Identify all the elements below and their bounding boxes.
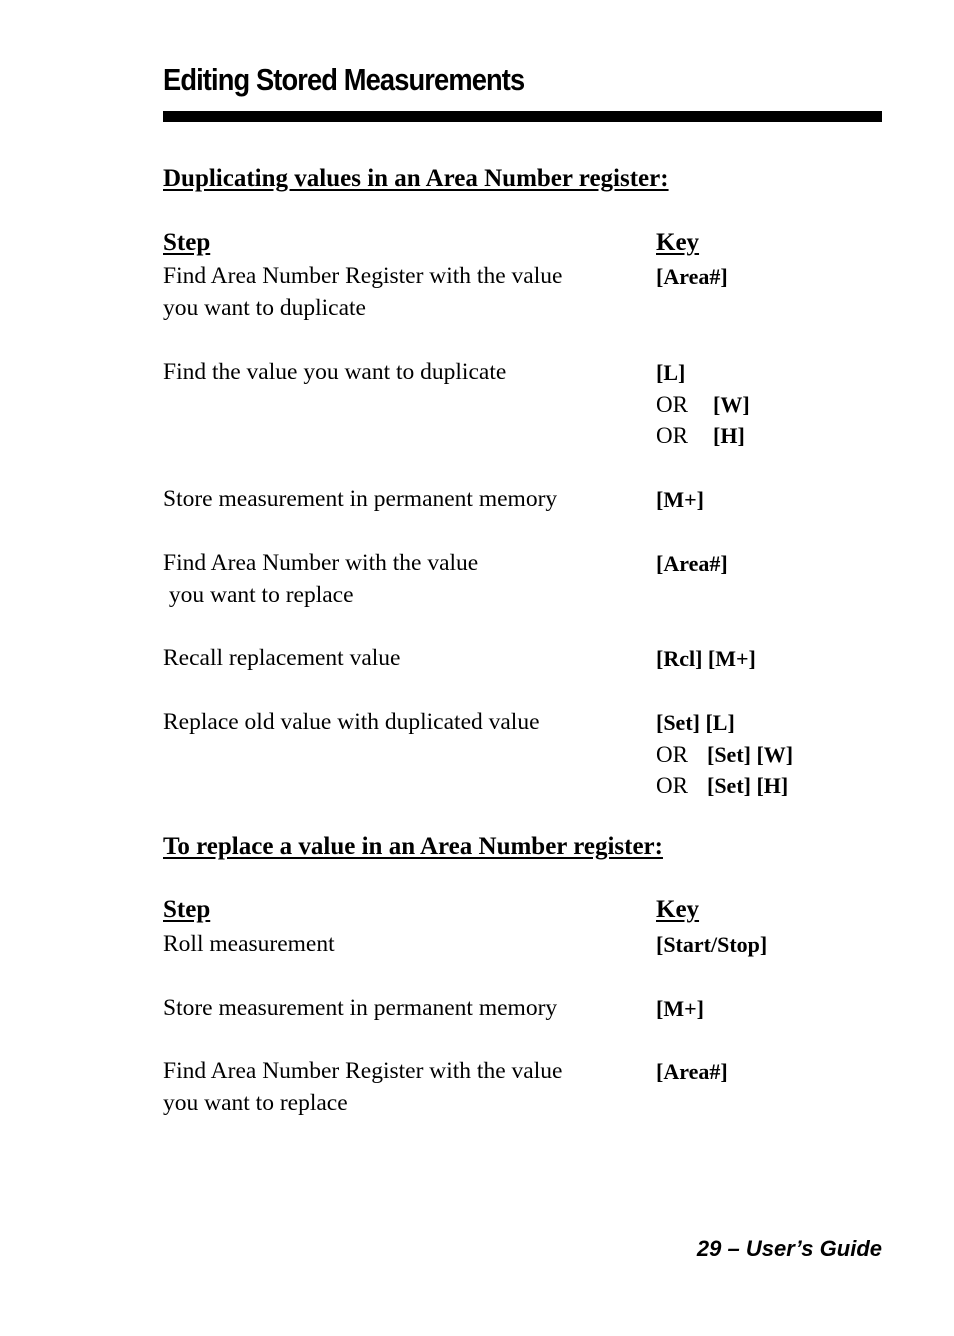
key-cell	[656, 993, 704, 1025]
section-heading-replace: To replace a value in an Area Number register:	[163, 833, 663, 860]
key-label: [Area#]	[656, 1059, 728, 1084]
key-label: [Rcl] [M+]	[656, 646, 756, 671]
key-label: [L]	[656, 360, 686, 385]
key-label: [Area#]	[656, 551, 728, 576]
step-store-measurement: Store measurement in permanent memory	[163, 995, 558, 1021]
step-column-header: Step	[163, 229, 211, 256]
key-cell	[656, 643, 756, 675]
key-alternative	[656, 739, 793, 771]
key-label: [Set] [W]	[707, 741, 794, 767]
key-label: [Start/Stop]	[656, 932, 768, 957]
key-cell	[656, 548, 728, 580]
key-alternative	[656, 770, 793, 802]
key-label: [H]	[713, 423, 745, 448]
key-label: [Set] [L]	[656, 710, 735, 735]
step-find-area-register: Find Area Number Register with the value you want to duplicate	[163, 263, 563, 321]
key-column-header: Key	[656, 896, 700, 923]
key-label: [Area#]	[656, 264, 728, 289]
or-label: OR	[656, 741, 688, 767]
key-label: [M+]	[656, 487, 704, 512]
step-store-measurement: Store measurement in permanent memory	[163, 486, 558, 512]
step-find-area-number: Find Area Number with the value you want to replace	[163, 550, 479, 608]
key-cell	[656, 1056, 728, 1088]
step-recall-replacement: Recall replacement value	[163, 645, 401, 671]
step-replace-old-value: Replace old value with duplicated value	[163, 709, 540, 735]
page-title: Editing Stored Measurements	[163, 62, 525, 97]
section-heading-duplicating: Duplicating values in an Area Number register:	[163, 165, 669, 192]
title-rule	[163, 111, 882, 122]
key-cell	[656, 484, 704, 516]
or-label: OR	[656, 391, 688, 417]
key-column-header: Key	[656, 229, 700, 256]
or-label: OR	[656, 773, 688, 798]
key-cell	[656, 357, 750, 452]
step-column-header: Step	[163, 896, 211, 923]
page-footer: 29 – User’s Guide	[696, 1236, 882, 1261]
step-find-area-register: Find Area Number Register with the value you want to replace	[163, 1058, 563, 1116]
step-roll-measurement: Roll measurement	[163, 931, 335, 957]
key-cell	[656, 929, 767, 961]
key-alternative	[656, 389, 750, 421]
key-alternative	[656, 420, 750, 452]
key-cell	[656, 261, 728, 293]
key-cell	[656, 707, 793, 802]
key-label: [W]	[713, 391, 750, 417]
step-find-value: Find the value you want to duplicate	[163, 359, 507, 385]
key-label: [Set] [H]	[707, 773, 789, 798]
or-label: OR	[656, 423, 688, 448]
key-label: [M+]	[656, 996, 704, 1021]
